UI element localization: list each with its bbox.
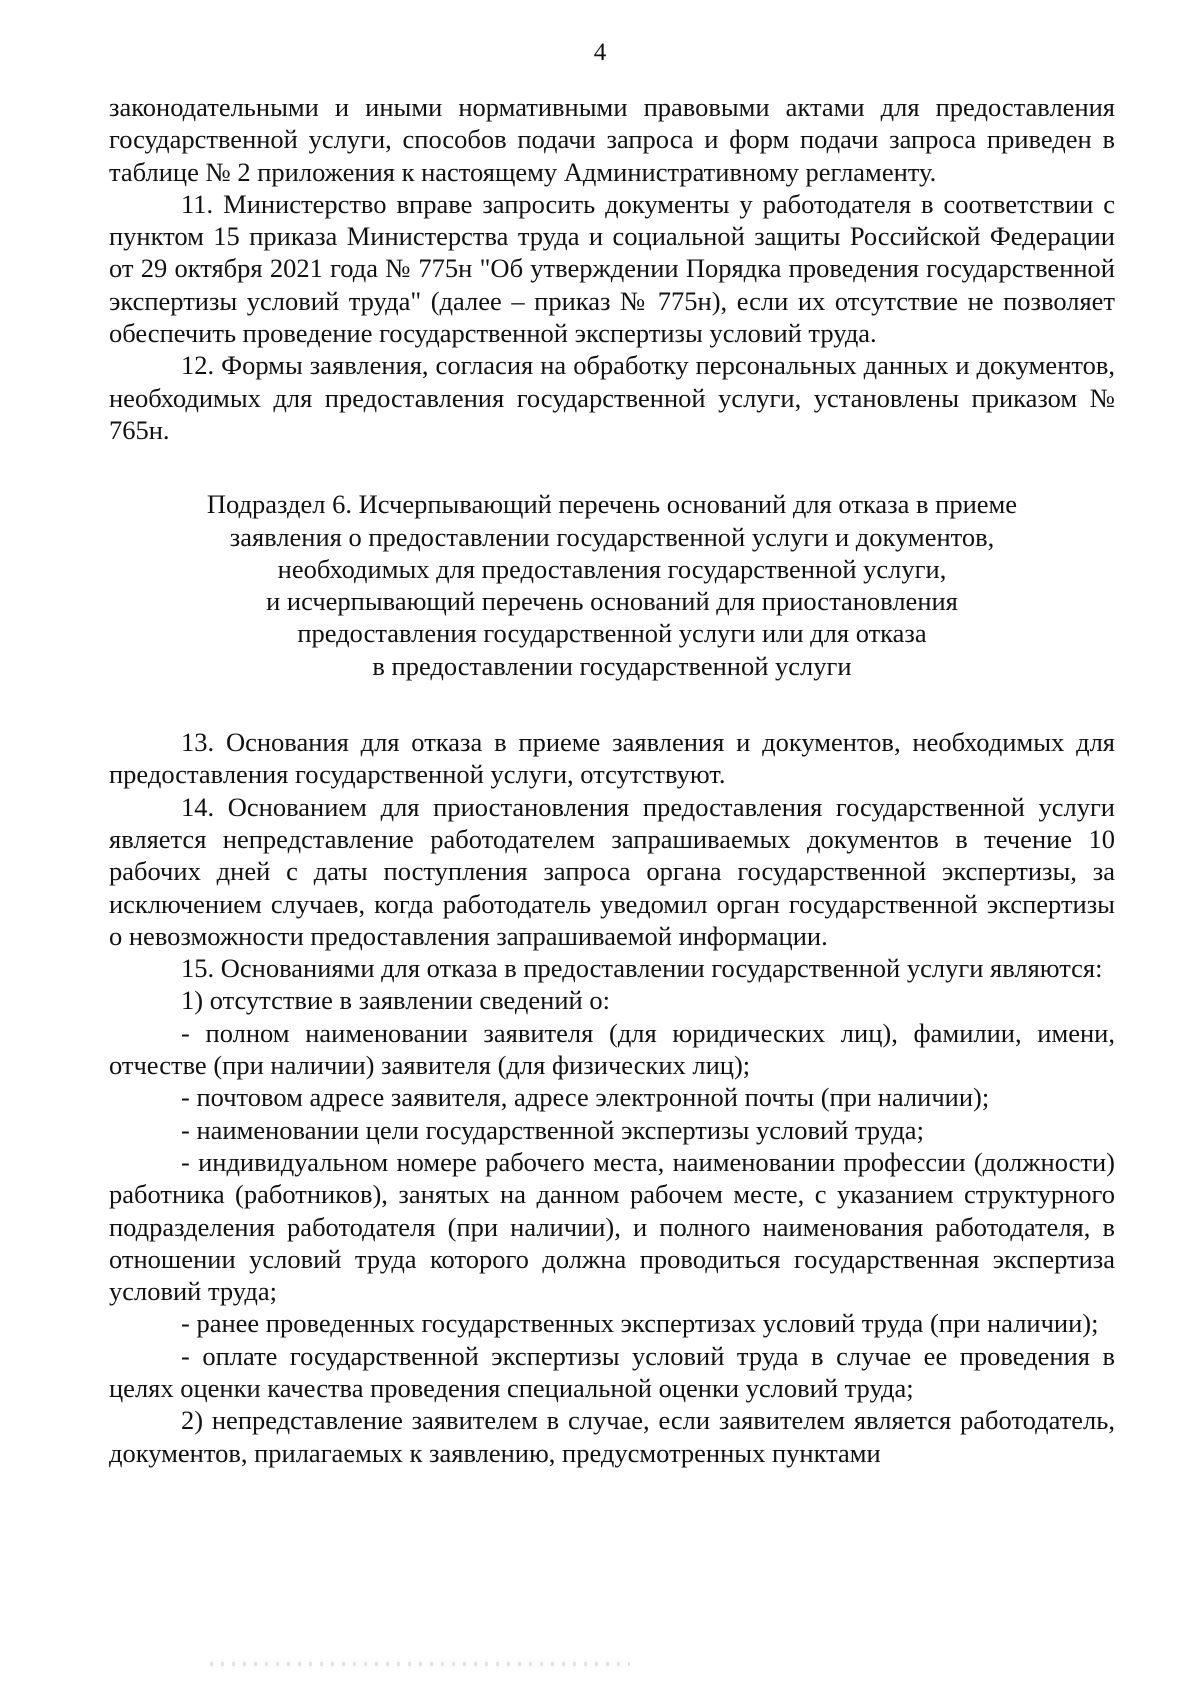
paragraph-14: 14. Основанием для приостановления предоставления государственной услуги является непредставление работодателем запрашиваемых документов в течение 10 рабочих дней с даты поступления запроса органа государственной экспертизы, за исключением случаев, когда работодатель уведомил орган государственной экспертизы о невозможности предоставления запрашиваемой информации. [109, 791, 1115, 951]
list-item-1: 1) отсутствие в заявлении сведений о: [181, 985, 610, 1016]
page-number: 4 [593, 39, 607, 66]
list-subitem: - полном наименовании заявителя (для юридических лиц), фамилии, имени, отчестве (при наличии) заявителя (для физических лиц); [109, 1017, 1115, 1081]
paragraph-continuation: законодательными и иными нормативными правовыми актами для предоставления государственной услуги, способов подачи запроса и форм подачи запроса приведен в таблице № 2 приложения к настоящему Административному регламенту. [109, 92, 1115, 187]
heading-line: необходимых для предоставления государственной услуги, [277, 553, 947, 584]
list-subitem: - наименовании цели государственной экспертизы условий труда; [181, 1114, 924, 1145]
paragraph-12: 12. Формы заявления, согласия на обработку персональных данных и документов, необходимых для предоставления государственной услуги, установлены приказом № 765н. [109, 350, 1115, 445]
list-subitem: - почтовом адресе заявителя, адресе электронной почты (при наличии); [181, 1082, 990, 1113]
list-item-2: 2) непредставление заявителем в случае, если заявителем является работодатель, документов, прилагаемых к заявлению, предусмотренных пунктами [109, 1405, 1115, 1468]
heading-line: предоставления государственной услуги или для отказа [297, 618, 927, 649]
scan-artifact [210, 1662, 630, 1666]
heading-line: заявления о предоставлении государственной услуги и документов, [229, 521, 995, 552]
paragraphs-top [109, 91, 1115, 446]
paragraph-13: 13. Основания для отказа в приеме заявления и документов, необходимых для предоставления государственной услуги, отсутствуют. [109, 727, 1115, 790]
paragraph-15: 15. Основаниями для отказа в предоставлении государственной услуги являются: [181, 953, 1103, 984]
list-subitem: - индивидуальном номере рабочего места, наименовании профессии (должности) работника (работников), занятых на данном рабочем месте, с указанием структурного подразделения работодателя (при наличии), и полного наименования работодателя, в отношении условий труда которого должна проводиться государственная экспертиза условий труда; [109, 1146, 1115, 1307]
heading-line: Подраздел 6. Исчерпывающий перечень оснований для отказа в приеме [206, 489, 1018, 520]
heading-line: и исчерпывающий перечень оснований для приостановления [266, 586, 958, 617]
paragraph-11: 11. Министерство вправе запросить документы у работодателя в соответствии с пунктом 15 приказа Министерства труда и социальной защиты Российской Федерации от 29 октября 2021 года № 775н "Об утверждении Порядка проведения государственной экспертизы условий труда" (далее – приказ № 775н), если их отсутствие не позволяет обеспечить проведение государственной экспертизы условий труда. [109, 188, 1115, 349]
document-body [109, 91, 1115, 1469]
list-subitem: - ранее проведенных государственных экспертизах условий труда (при наличии); [181, 1308, 1099, 1339]
list-subitem: - оплате государственной экспертизы условий труда в случае ее проведения в целях оценки качества проведения специальной оценки условий труда; [109, 1340, 1115, 1403]
subsection-heading [109, 488, 1115, 682]
paragraphs-bottom [109, 726, 1115, 1469]
heading-line: в предоставлении государственной услуги [372, 650, 852, 681]
